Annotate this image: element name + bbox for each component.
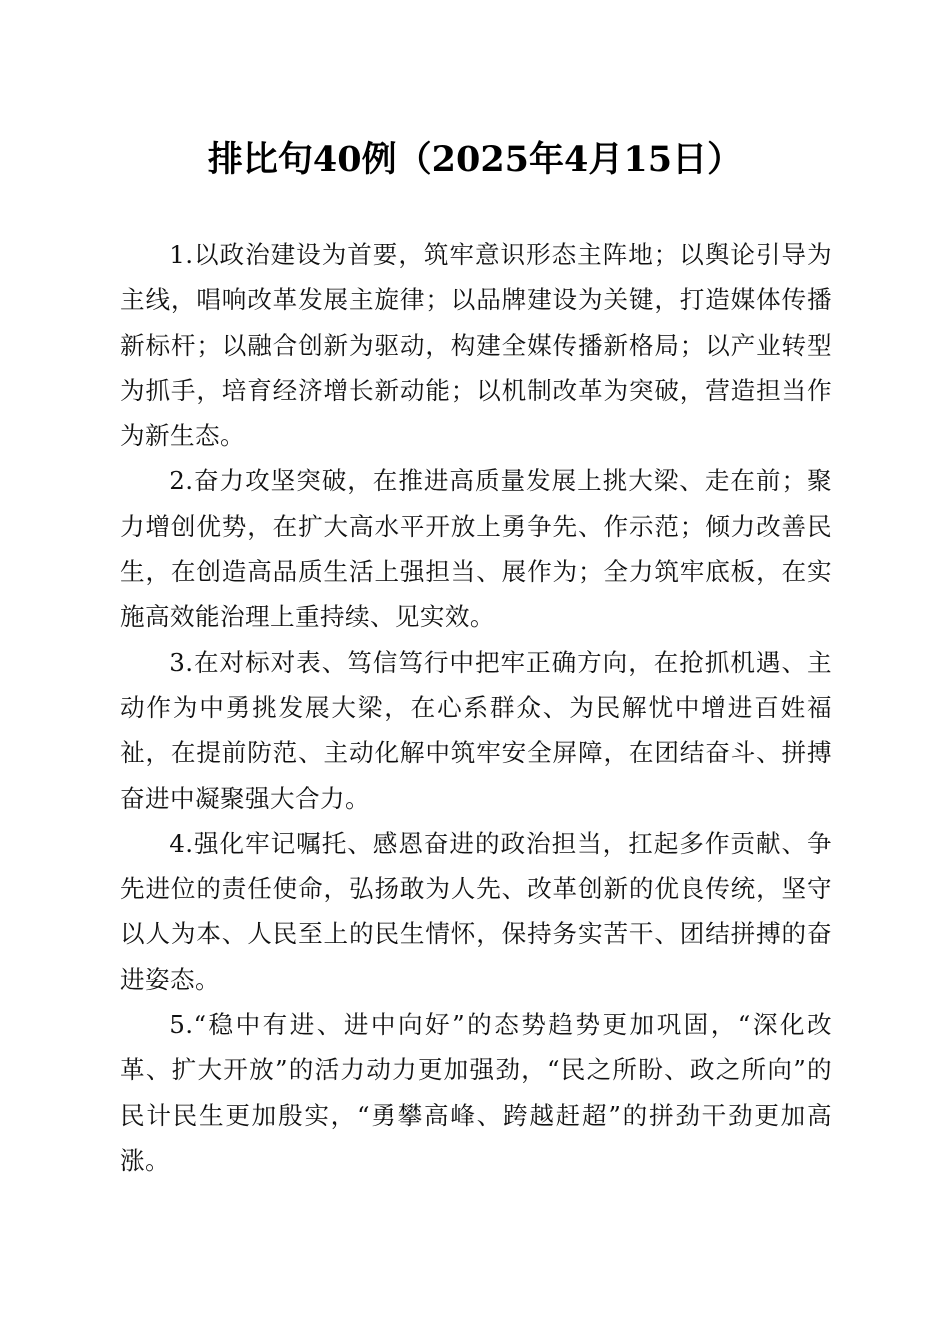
paragraph-2: 2.奋力攻坚突破，在推进高质量发展上挑大梁、走在前；聚力增创优势，在扩大高水平开放上勇争先、作示范；倾力改善民生，在创造高品质生活上强担当、展作为；全力筑牢底板，在实施高效能治理上重持续、见实效。 (120, 466, 832, 632)
paragraph-5: 5.“稳中有进、进中向好”的态势趋势更加巩固，“深化改革、扩大开放”的活力动力更加强劲，“民之所盼、政之所向”的民计民生更加殷实，“勇攀高峰、跨越赶超”的拼劲干劲更加高涨。 (120, 1010, 832, 1175)
document-body (120, 232, 832, 1183)
document-title: 排比句40例（2025年4月15日） (207, 139, 743, 180)
paragraph-3: 3.在对标对表、笃信笃行中把牢正确方向，在抢抓机遇、主动作为中勇挑发展大梁，在心系群众、为民解忧中增进百姓福祉，在提前防范、主动化解中筑牢安全屏障，在团结奋斗、拼搏奋进中凝聚强大合力。 (120, 647, 832, 813)
paragraph-4: 4.强化牢记嘱托、感恩奋进的政治担当，扛起多作贡献、争先进位的责任使命，弘扬敢为人先、改革创新的优良传统，坚守以人为本、人民至上的民生情怀，保持务实苦干、团结拼搏的奋进姿态。 (120, 828, 832, 994)
paragraph-1: 1.以政治建设为首要，筑牢意识形态主阵地；以舆论引导为主线，唱响改革发展主旋律；以品牌建设为关键，打造媒体传播新标杆；以融合创新为驱动，构建全媒传播新格局；以产业转型为抓手，培育经济增长新动能；以机制改革为突破，营造担当作为新生态。 (120, 240, 832, 451)
